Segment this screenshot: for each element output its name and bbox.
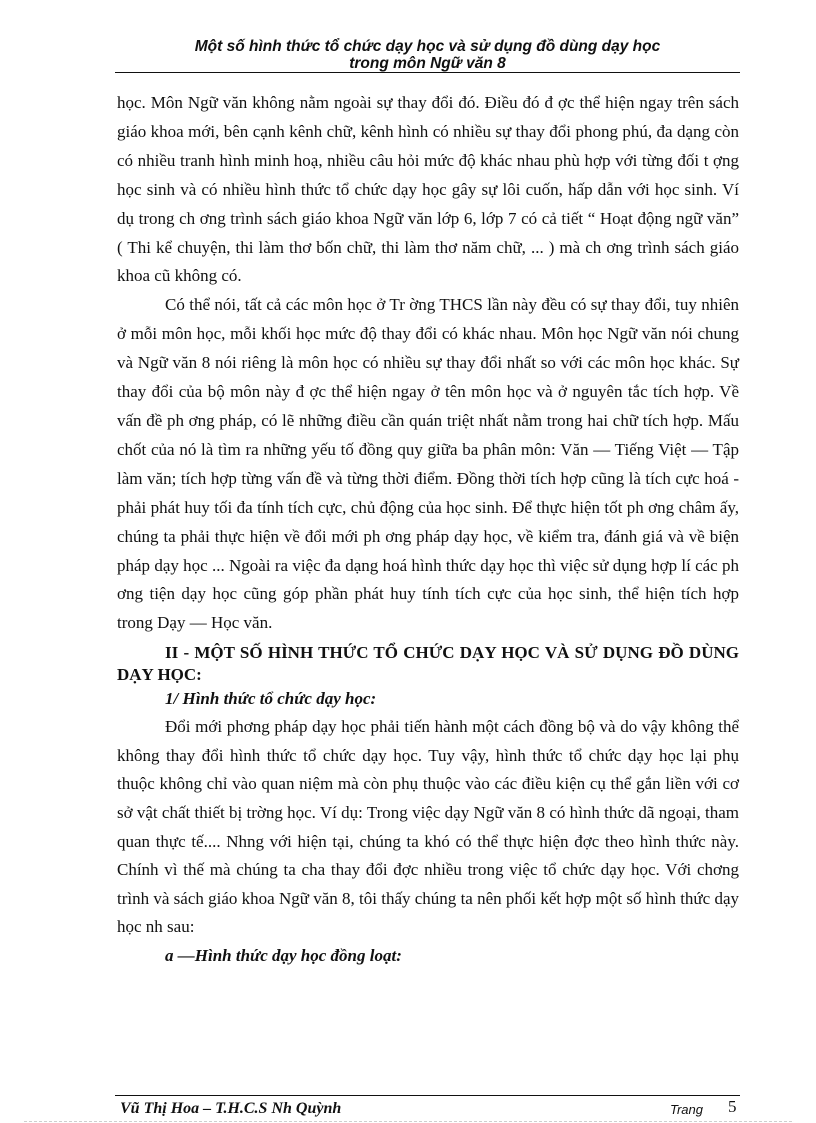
- paragraph-2: Có thể nói, tất cả các môn học ở Tr ờng THCS lần này đều có sự thay đổi, tuy nhiên ở mỗi môn học, mỗi khối học mức độ thay đổi có khác nhau. Môn học Ngữ văn nói chung và Ngữ văn 8 nói riêng là môn học có nhiều sự thay đổi nhất so với các môn học khác. Sự thay đổi của bộ môn này đ ợc thể hiện ngay ở tên môn học và ở nguyên tắc tích hợp. Về vấn đề ph ơng pháp, có lẽ những điều cần quán triệt nhất nằm trong hai chữ tích hợp. Mấu chốt của nó là tìm ra những yếu tố đồng quy giữa ba phân môn: Văn — Tiếng Việt — Tập làm văn; tích hợp từng vấn đề và từng thời điểm. Đồng thời tích hợp cũng là tích cực hoá - phải phát huy tối đa tính tích cực, chủ động của học sinh. Để thực hiện tốt ph ơng châm ấy, chúng ta phải thực hiện về đổi mới ph ơng pháp dạy học, về kiểm tra, đánh giá và về biện pháp dạy học ... Ngoài ra việc đa dạng hoá hình thức dạy học thì việc sử dụng hợp lí các ph ơng tiện dạy học cũng góp phần phát huy tính tích cực của học sinh, thể hiện tích hợp trong Dạy — Học văn.: [117, 295, 739, 633]
- header-divider: [115, 72, 740, 73]
- paragraph-3: Đổi mới phơng pháp dạy học phải tiến hành một cách đồng bộ và do vậy không thể không thay đổi hình thức tổ chức dạy học. Tuy vậy, hình thức tổ chức dạy học lại phụ thuộc không chỉ vào quan niệm mà còn phụ thuộc vào các điều kiện cụ thể gắn liền với cơ sở vật chất thiết bị trờng học. Ví dụ: Trong việc dạy Ngữ văn 8 có hình thức dã ngoại, tham quan thực tế.... Nhng với hiện tại, chúng ta khó có thể thực hiện đợc theo hình thức này. Chính vì thế mà chúng ta cha thay đổi đợc nhiều trong việc tổ chức dạy học. Với chơng trình và sách giáo khoa Ngữ văn 8, tôi thấy chúng ta nên phối kết hợp một số hình thức dạy học nh sau:: [117, 717, 739, 937]
- section-heading-2: II - MỘT SỐ HÌNH THỨC TỔ CHỨC DẠY HỌC VÀ SỬ DỤNG ĐỒ DÙNG DẠY HỌC:: [117, 643, 739, 684]
- running-header: [115, 38, 740, 72]
- page-bottom-edge: [24, 1121, 792, 1122]
- footer-page-number: 5: [728, 1097, 737, 1116]
- subsection-heading-a: a —Hình thức dạy học đồng loạt:: [165, 945, 402, 965]
- header-title-line2: trong môn Ngữ văn 8: [349, 55, 506, 72]
- subsection-heading-1: 1/ Hình thức tổ chức dạy học:: [165, 689, 377, 709]
- footer-divider: [115, 1095, 740, 1096]
- document-body: [117, 89, 739, 970]
- footer-page-label: Trang: [670, 1102, 703, 1117]
- paragraph-1: học. Môn Ngữ văn không nằm ngoài sự thay đổi đó. Điều đó đ ợc thể hiện ngay trên sách giáo khoa mới, bên cạnh kênh chữ, kênh hình có nhiều sự thay đổi phong phú, đa dạng còn có nhiều tranh hình minh hoạ, nhiều câu hỏi mức độ khác nhau phù hợp với từng đối t ợng học sinh và có nhiều hình thức tổ chức dạy học gây sự lôi cuốn, hấp dẫn với học sinh. Ví dụ trong ch ơng trình sách giáo khoa Ngữ văn lớp 6, lớp 7 có cả tiết “ Hoạt động ngữ văn” ( Thi kể chuyện, thi làm thơ bốn chữ, thi làm thơ năm chữ, ... ) mà ch ơng trình sách giáo khoa cũ không có.: [117, 93, 739, 286]
- header-title-line1: Một số hình thức tổ chức dạy học và sử dụng đồ dùng dạy học: [194, 38, 661, 55]
- footer-author: Vũ Thị Hoa – T.H.C.S Nh Quỳnh: [120, 1100, 342, 1117]
